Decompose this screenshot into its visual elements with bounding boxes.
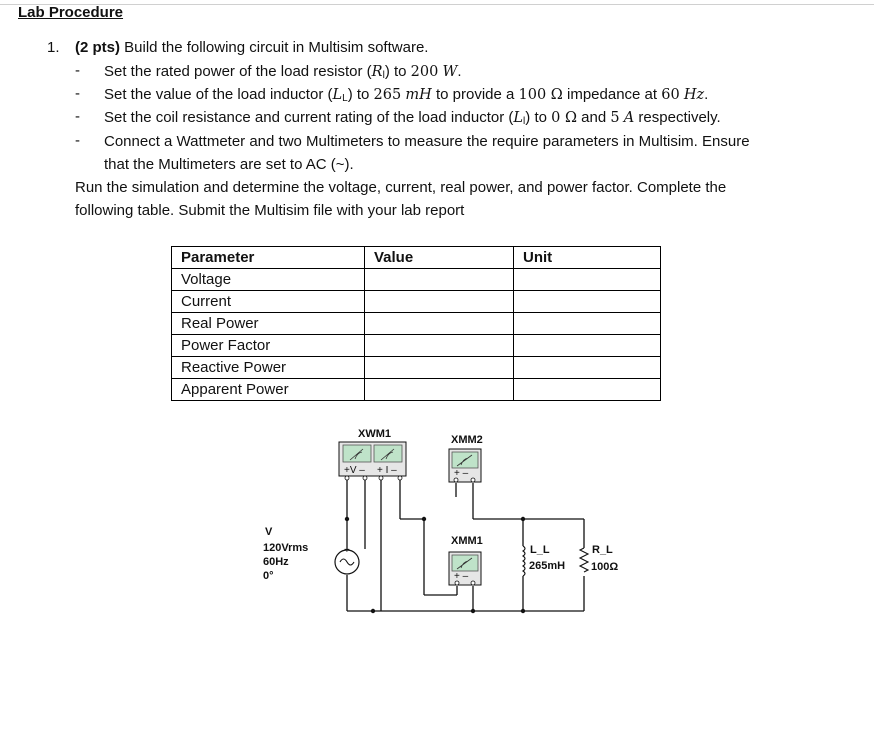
inductor-name: L_L bbox=[530, 544, 550, 556]
bullet-inductor-value: Set the value of the load inductor $(L_L)$ to 265 mH to provide a 100 Ω impedance at 60 Hz. bbox=[104, 86, 709, 104]
question-body: Build the following circuit in Multisim software. bbox=[124, 39, 429, 56]
inductor-coil-icon[interactable] bbox=[523, 546, 525, 576]
resistor-zigzag-icon[interactable] bbox=[580, 548, 588, 572]
section-heading: Lab Procedure bbox=[18, 4, 124, 21]
bullet-dash-3: - bbox=[75, 108, 80, 125]
header-value: Value bbox=[365, 247, 514, 269]
instructions-paragraph: Run the simulation and determine the voltage, current, real power, and power factor. Complete the following table. Submit the Multisim file with your lab report bbox=[75, 179, 727, 219]
row-label: Apparent Power bbox=[172, 379, 365, 401]
row-label: Reactive Power bbox=[172, 357, 365, 379]
source-name: V bbox=[265, 526, 273, 538]
header-parameter: Parameter bbox=[172, 247, 365, 269]
row-label: Current bbox=[172, 291, 365, 313]
multimeter1-label: XMM1 bbox=[451, 535, 483, 547]
multimeter2-label: XMM2 bbox=[451, 434, 483, 446]
ac-voltage-source[interactable] bbox=[335, 545, 359, 574]
question-points: (2 pts) bbox=[75, 39, 120, 56]
wattmeter-label: XWM1 bbox=[358, 428, 391, 440]
source-voltage: 120Vrms bbox=[263, 542, 309, 554]
svg-text:+: + bbox=[344, 545, 350, 556]
wattmeter-voltage-face bbox=[343, 445, 371, 462]
bullet-rated-power: Set the rated power of the load resistor $(R_l)$ to 200 W. bbox=[104, 63, 462, 81]
source-phase: 0° bbox=[263, 570, 274, 582]
multimeter2-terminals: + – bbox=[454, 468, 469, 479]
row-label: Voltage bbox=[172, 269, 365, 291]
row-label: Real Power bbox=[172, 313, 365, 335]
wattmeter-current-terminals: + I – bbox=[377, 465, 397, 476]
multimeter1-terminals: + – bbox=[454, 571, 469, 582]
bullet-coil-rating: Set the coil resistance and current rating of the load inductor $(L_l)$ to 0 Ω and 5 A respectively. bbox=[104, 109, 721, 127]
resistor-name: R_L bbox=[592, 544, 613, 556]
wattmeter-voltage-terminals: +V – bbox=[344, 465, 365, 476]
inductor-value: 265mH bbox=[529, 560, 566, 572]
bullet-dash-2: - bbox=[75, 85, 80, 102]
row-label: Power Factor bbox=[172, 335, 365, 357]
question-number: 1. bbox=[47, 39, 60, 56]
wattmeter-current-face bbox=[374, 445, 402, 462]
resistor-value: 100Ω bbox=[591, 561, 619, 573]
bullet-dash-4: - bbox=[75, 132, 80, 149]
header-unit: Unit bbox=[514, 247, 661, 269]
bullet-meters: Connect a Wattmeter and two Multimeters to measure the require parameters in Multisim. Ensure that the Multimeters are set to AC (~). bbox=[104, 133, 750, 173]
bullet-dash-1: - bbox=[75, 62, 80, 79]
junction-dots bbox=[345, 517, 525, 613]
source-frequency: 60Hz bbox=[263, 556, 289, 568]
